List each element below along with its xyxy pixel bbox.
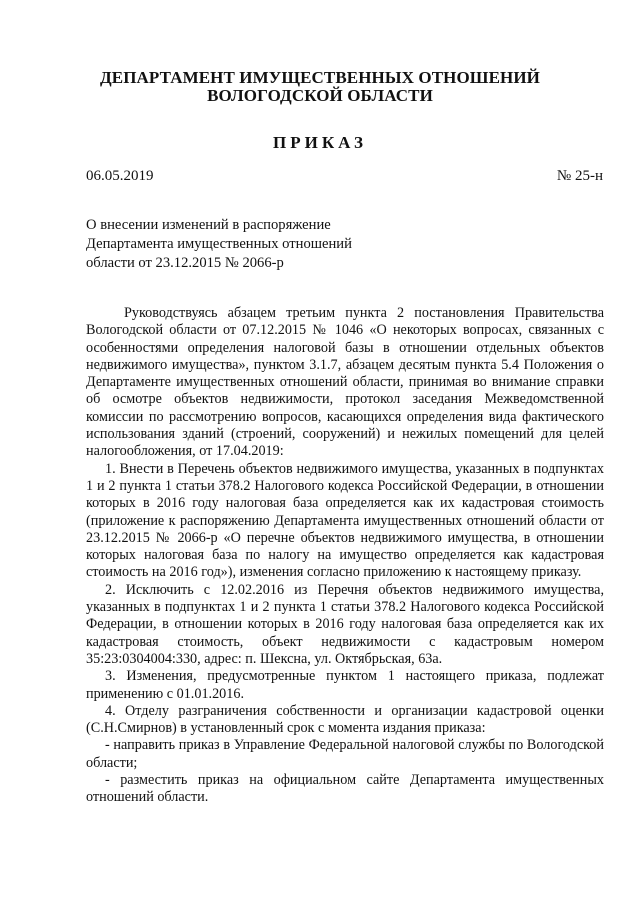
document-body [86, 305, 604, 807]
subject-line: О внесении изменений в распоряжение [86, 217, 331, 233]
clause-1-paragraph: 1. Внести в Перечень объектов недвижимого имущества, указанных в подпунктах 1 и 2 пункта 1 статьи 378.2 Налогового кодекса Российской Федерации, в отношении которых в 2016 году налоговая база определяется как их кадастровая стоимость (приложение к распоряжению Департамента имущественных отношений области от 23.12.2015 № 2066-р «О перечне объектов недвижимого имущества, в отношении которых налоговая база по налогу на имущество определяется как кадастровая стоимость на 2016 год»), изменения согласно приложению к настоящему приказу. [86, 460, 604, 581]
subject-line: Департамента имущественных отношений [86, 236, 352, 252]
clause-3-paragraph: 3. Изменения, предусмотренные пунктом 1 настоящего приказа, подлежат применению с 01.01.2016. [86, 668, 604, 702]
clause-4-item-2: - разместить приказ на официальном сайте Департамента имущественных отношений области. [86, 772, 604, 806]
clause-2-paragraph: 2. Исключить с 12.02.2016 из Перечня объектов недвижимого имущества, указанных в подпунктах 1 и 2 пункта 1 статьи 378.2 Налогового кодекса Российской Федерации, в отношении которых в 2016 году налоговая база определяется как их кадастровая стоимость, объект недвижимости с кадастровым номером 35:23:0304004:330, адрес: п. Шексна, ул. Октябрьская, 63а. [86, 581, 604, 667]
clause-4-paragraph: 4. Отделу разграничения собственности и организации кадастровой оценки (С.Н.Смирнов) в установленный срок с момента издания приказа: [86, 702, 604, 737]
department-header-line1: ДЕПАРТАМЕНТ ИМУЩЕСТВЕННЫХ ОТНОШЕНИЙ [100, 68, 540, 87]
subject-line: области от 23.12.2015 № 2066-р [86, 255, 284, 271]
department-header-line2: ВОЛОГОДСКОЙ ОБЛАСТИ [207, 86, 433, 105]
document-title: ПРИКАЗ [273, 133, 367, 152]
document-number: № 25-н [556, 168, 603, 184]
document-subject [86, 216, 352, 273]
clause-4-item-1: - направить приказ в Управление Федеральной налоговой службы по Вологодской области; [86, 737, 604, 771]
preamble-paragraph: Руководствуясь абзацем третьим пункта 2 постановления Правительства Вологодской области от 07.12.2015 № 1046 «О некоторых вопросах, связанных с особенностями определения налоговой базы в отношении отдельных объектов недвижимого имущества», пунктом 3.1.7, абзацем десятым пункта 5.4 Положения о Департаменте имущественных отношений области, принимая во внимание справки об осмотре объектов недвижимости, протокол заседания Межведомственной комиссии по рассмотрению вопросов, касающихся определения вида фактического использования зданий (строений, сооружений) и нежилых помещений для целей налогообложения, от 17.04.2019: [86, 305, 604, 460]
document-date: 06.05.2019 [86, 168, 154, 184]
